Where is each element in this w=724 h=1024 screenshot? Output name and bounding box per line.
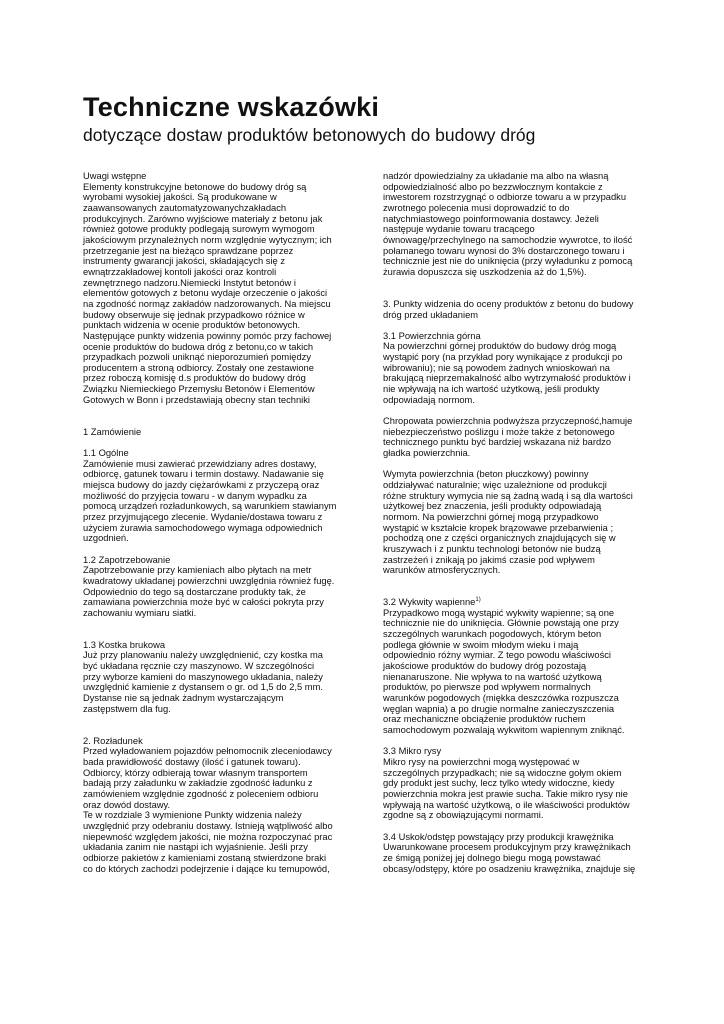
left-column — [83, 171, 348, 874]
intro-paragraph: Elementy konstrukcyjne betonowe do budowy dróg są wyrobami wysokiej jakości. Są produkowane w zaawansowanych zautomatyzowanychzakładach produkcyjnych. Zarówno wyjściowe materiały z betonu jak również gotowe produkty podlegają surowym wymogom jakościowym przynależnych norm względnie wytycznym; ich przetrzeganie jest na bieżąco sprawdzane poprzez instrumenty gwarancji jakości, składających się z ewnątrzzakładowej kontoli jakości oraz kontroli zewnętrznego nadzoru.Niemiecki Instytut betonów i elementów gotowych z betonu wydaje orzeczenie o jakości na zgodność normąz zakładów nadzorowanych. Na miejscu budowy obserwuje się jednak przypadkowo różnice w punktach widzenia w ocenie produktów betonowych. Następujące punkty widzenia powinny pomóc przy fachowej ocenie produktów do budowa dróg z betonu,co w takich przypadkach pozwoli uniknąć nieporozumień pomiędzy producentem a stroną odbiorcy. Zostały one zestawione przez roboczą komisję d.s produktów do budowy dróg Związku Niemieckiego Przemysłu Betonów i Elementów Gotowych w Bonn i przedstawiają obecny stan techniki — [83, 181, 332, 405]
section-3-1-paragraph: Na powierzchni górnej produktów do budowy dróg mogą wystąpić pory (na przykład pory wynikające z produkcji po wibrowaniu); nie są powodem żadnych wnioskowań na brakującą nieprzemakalność albo wytrzymałość produktów i nie wpływają na ich wartość użytkową, jeśli produkty odpowiadają normom. — [383, 341, 631, 405]
document-subtitle: dotyczące dostaw produktów betonowych do budowy dróg — [83, 125, 536, 145]
section-2-heading: 2. Rozładunek — [83, 735, 143, 746]
section-1-3-heading: 1.3 Kostka brukowa — [83, 639, 166, 650]
section-3-4-heading: 3.4 Uskok/odstęp powstający przy produkcji krawężnika — [383, 831, 614, 842]
section-1-2-paragraph: Zapotrzebowanie przy kamieniach albo płytach na metr kwadratowy układanej powierzchni uwzględnia również fugę. Odpowiednio do tego są dostarczane produkty tak, że zamawiana powierzchnia może być w całości pokryta przy zachowaniu wymiaru siatki. — [83, 565, 335, 618]
section-3-2-paragraph: Przypadkowo mogą wystąpić wykwity wapienne; są one technicznie nie do uniknięcia. Głównie powstają one przy szczególnych warunkach pogodowych, którym beton podlega głównie w swoim młodym wieku i mają odpowiednio różny wymiar. Z tego powodu właściwości jakościowe produktów do budowy dróg pozostają nienanaruszone. Nie wpływa to na wartość użytkową produktów, po pierwsze pod wpływem normalnych warunków pogodowych (miękka deszczówka rozpuszcza węglan wapnia) a po drugie normalne zanieczyszczenia oraz mechaniczne obciążenie produktów ruchem samochodowym pozwalają wykwitom wapiennym zniknąć. — [383, 607, 625, 736]
section-1-2-heading: 1.2 Zapotrzebowanie — [83, 554, 171, 565]
section-3-heading: 3. Punkty widzenia do oceny produktów z betonu do budowy dróg przed układaniem — [383, 298, 634, 320]
footnote-marker: 1) — [475, 597, 481, 604]
section-3-1-paragraph-2: Chropowata powierzchnia podwyższa przyczepność,hamuje niebezpieczeństwo poślizgu i może także z betonowego technicznego punktu być bardziej wskazana niż bardzo gładka powierzchnia. — [383, 416, 633, 459]
section-3-4-paragraph: Uwarunkowane procesem produkcyjnym przy krawężnikach ze śmigą poniżej jej dolnego biegu mogą powstawać obcasy/odstępy, które po osadzeniu krawężnika, znajduje się — [383, 842, 636, 874]
right-column — [383, 171, 646, 874]
section-1-heading: 1 Zamówienie — [83, 426, 142, 437]
document-title: Techniczne wskazówki — [83, 92, 380, 122]
section-1-1-paragraph: Zamówienie musi zawierać przewidziany adres dostawy, odbiorcę, gatunek towaru i termin dostawy. Nadawanie się miejsca budowy do jazdy ciężarówkami z przyczepą oraz możliwość do przyjęcia towaru - w danym wypadku za pomocą urządzeń rozładunkowych, są warunkiem stawianym przez przyjmującego zlecenie. Wydanie/dostawa towaru z użyciem żurawia samochodowego wymaga odpowiednich uzgodnień. — [83, 458, 337, 544]
section-2-paragraph: Przed wyładowaniem pojazdów pełnomocnik zleceniodawcy bada prawidłowość dostawy (ilość i gatunek towaru). Odbiorcy, którzy odbierają towar własnym transportem badają przy załadunku w zakładzie zgodność ładunku z zamówieniem względnie zgodność z poleceniem odbioru oraz dowód dostawy. Te w rozdziale 3 wymienione Punkty widzenia należy uwzględnić przy odebraniu dostawy. Istnieją wątpliwość albo niepewność względem jakości, nie można rozpoczynać prac układania zanim nie nastąpi ich wyjaśnienie. Jeśli przy odbiorze pakietów z kamieniami zostaną stwierdzone braki co do których zachodzi podejrzenie i dające ku temupowód, — [83, 746, 333, 874]
section-3-3-paragraph: Mikro rysy na powierzchni mogą występować w szczególnych przypadkach; nie są widoczne gołym okiem gdy produkt jest suchy, lecz tylko wtedy widoczne, kiedy powierzchnia mokra jest prawie sucha. Takie mikro rysy nie wpływają na wartość użytkową, o ile właściwości produktów zgodne są z obowiązującymi normami. — [383, 757, 630, 821]
section-1-1-heading: 1.1 Ogólne — [83, 448, 129, 459]
section-3-1-heading: 3.1 Powierzchnia górna — [383, 330, 481, 341]
section-3-1-paragraph-3: Wymyta powierzchnia (beton płuczkowy) powinny oddziaływać naturalnie; więc uzależnione od produkcji różne struktury wymycia nie są żadną wadą i są dla wartości użytkowej bez znaczenia, jeśli produkty odpowiadają normom. Na powierzchni górnej mogą przypadkowo wystąpić w kształcie kropek brązowawe przebarwienia ; pochodzą one z części organicznych znajdujących się w kruszywach i z punktu technologi betonów nie budzą zastrzeżeń i znikają po jakimś czasie pod wpływem warunków atmosferycznych. — [383, 469, 633, 576]
section-3-2-heading-line — [383, 597, 646, 608]
section-1-3-paragraph: Już przy planowaniu należy uwzględnienić, czy kostka ma być układana ręcznie czy maszynowo. W szczególności przy wyborze kamieni do maszynowego układania, należy uwzględnić kamienie z dystansem o gr. od 1,5 do 2,5 mm. Dystanse nie są jednak żadnym wystarczającym zastępstwem dla fug. — [83, 650, 323, 714]
section-3-2-heading: 3.2 Wykwity wapienne — [383, 597, 476, 608]
intro-heading: Uwagi wstępne — [83, 171, 147, 181]
section-2-continuation: nadzór dpowiedzialny za układanie ma albo na własną odpowiedzialność albo po bezzwłocznym kontakcie z inwestorem rozstrzygnąć o odbiorze towaru a w przypadku zwrotnego polecenia musi doprowadzić to do natychmiastowego poinformowania dostawcy. Jeżeli następuje wydanie towaru tracącego ównowagę/przechylnego na samochodzie wywrotce, to ilość połamanego towaru wynosi do 3% dostarczonego towaru i technicznie jest nie do uniknięcia (przy wyładunku z pomocą żurawia dopuszcza się uszkodzenia aż do 1,5%). — [383, 171, 633, 277]
section-3-3-heading: 3.3 Mikro rysy — [383, 746, 442, 757]
